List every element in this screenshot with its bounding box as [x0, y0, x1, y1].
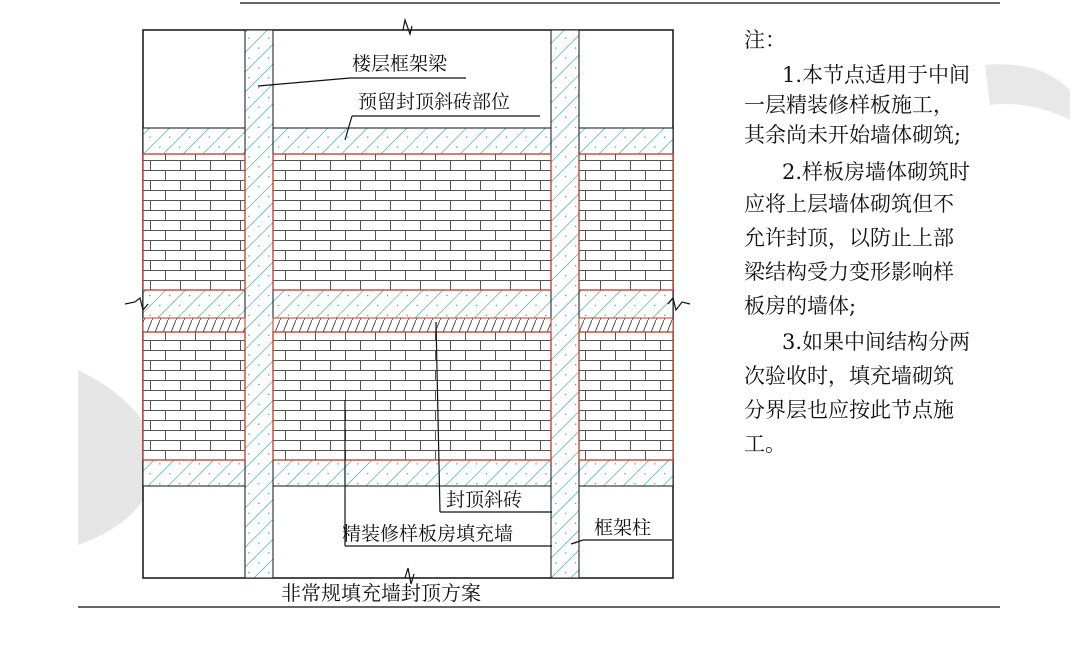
label-floor-frame-beam: 楼层框架梁 — [352, 53, 448, 75]
note-line: 分界层也应按此节点施 — [744, 398, 954, 422]
watermark-right — [985, 64, 1070, 120]
note-line: 允许封顶，以防止上部 — [744, 226, 954, 250]
diagram-caption: 非常规填充墙封顶方案 — [281, 581, 481, 605]
upper-frame-beam — [143, 128, 673, 154]
brick-wall-lower-right — [579, 332, 673, 460]
note-line: 2.样板房墙体砌筑时 — [782, 160, 971, 184]
note-line: 次验收时，填充墙砌筑 — [744, 364, 954, 388]
label-frame-column: 框架柱 — [594, 517, 652, 539]
brick-wall-lower-left — [143, 332, 245, 460]
left-frame-column — [245, 30, 273, 578]
lower-frame-beam — [143, 460, 673, 486]
note-line: 1.本节点适用于中间 — [782, 63, 971, 87]
note-line: 3.如果中间结构分两 — [782, 330, 971, 354]
note-line: 一层精装修样板施工， — [744, 93, 954, 117]
notes-title: 注： — [744, 28, 786, 52]
label-top-slant-brick: 封顶斜砖 — [446, 489, 523, 511]
brick-wall-upper-right — [579, 154, 673, 290]
brick-wall-lower-center — [273, 332, 551, 460]
note-line: 应将上层墙体砌筑但不 — [744, 192, 954, 216]
note-line: 板房的墙体; — [744, 294, 857, 318]
slant-brick-center — [273, 318, 551, 332]
middle-frame-beam — [143, 290, 673, 318]
note-line: 其余尚未开始墙体砌筑; — [744, 123, 962, 147]
brick-wall-upper-center — [273, 154, 551, 290]
label-reserved-slant-brick-area: 预留封顶斜砖部位 — [358, 91, 511, 113]
note-line: 工。 — [744, 432, 786, 456]
right-frame-column — [551, 30, 579, 578]
brick-wall-upper-left — [143, 154, 245, 290]
slant-brick-left — [143, 318, 245, 332]
slant-brick-right — [579, 318, 673, 332]
note-line: 梁结构受力变形影响样 — [744, 260, 954, 284]
label-decorated-infill-wall: 精装修样板房填充墙 — [342, 523, 514, 545]
